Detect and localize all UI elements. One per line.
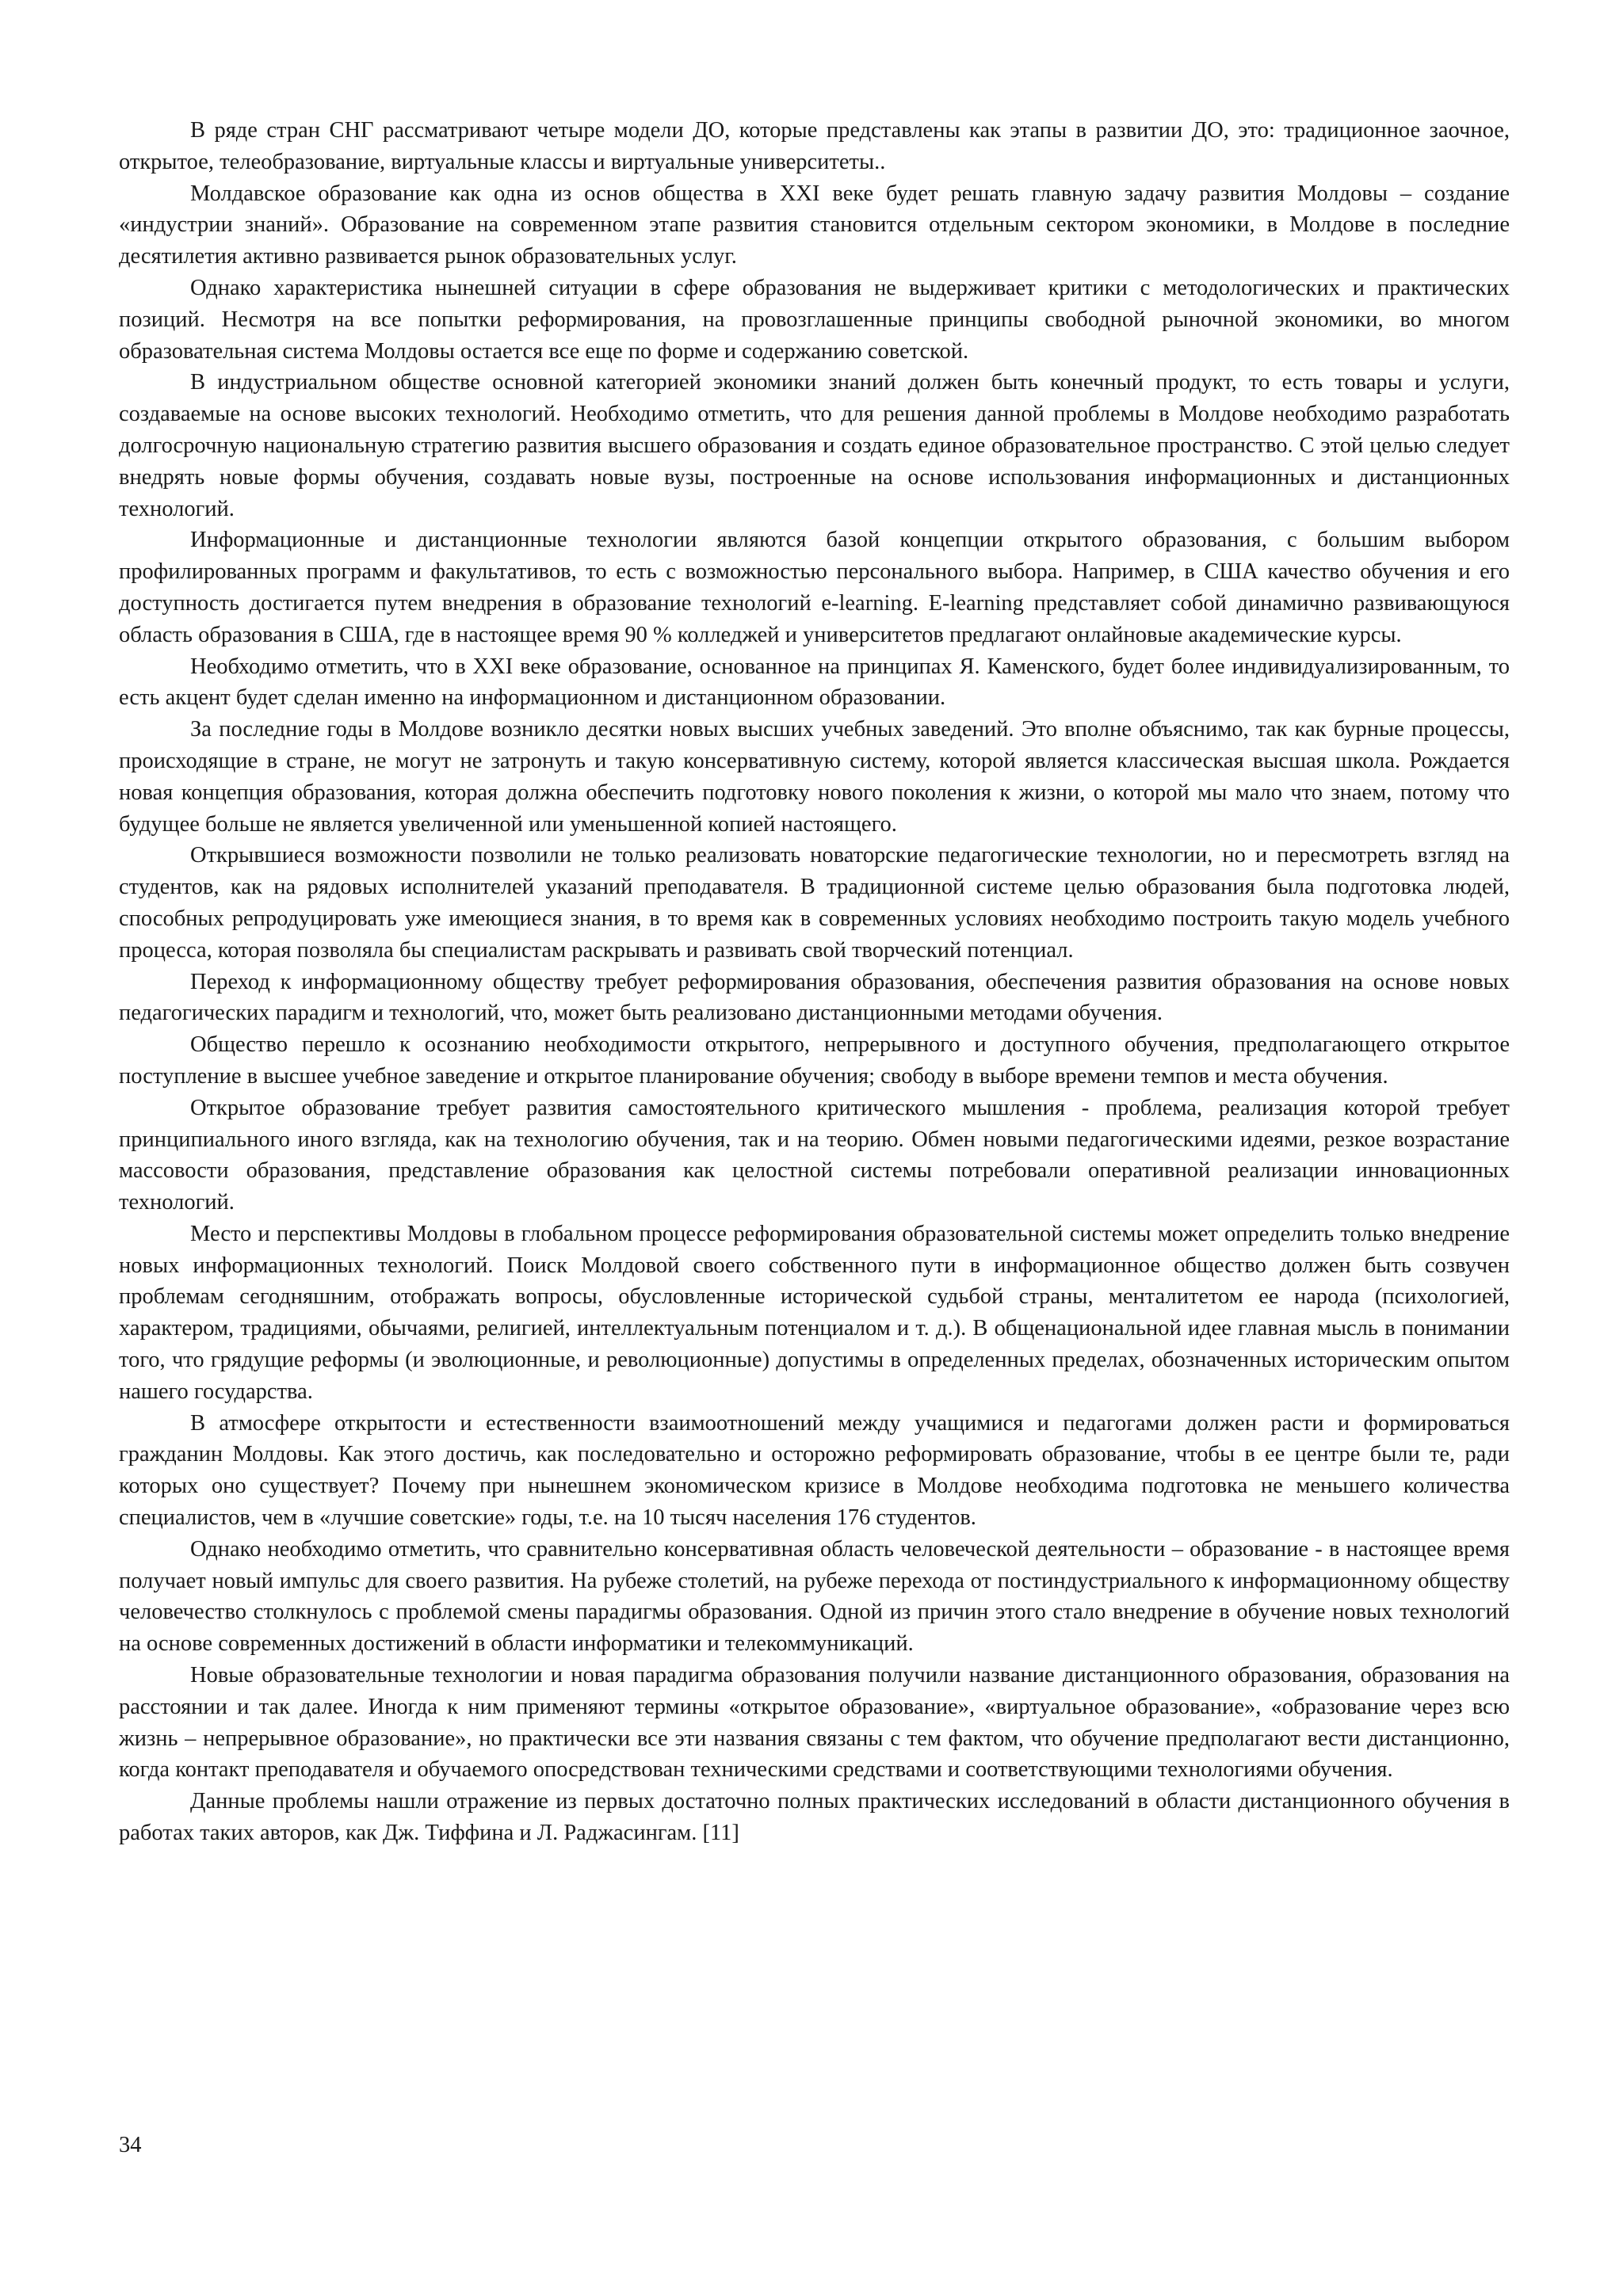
paragraph: Открывшиеся возможности позволили не только реализовать новаторские педагогические технологии, но и пересмотреть взгляд на студентов, как на рядовых исполнителей указаний преподавателя. В традиционной системе целью образования была подготовка людей, способных репродуцировать уже имеющиеся знания, в то время как в современных условиях необходимо построить такую модель учебного процесса, которая позволяла бы специалистам раскрывать и развивать свой творческий потенциал. — [119, 843, 1510, 963]
paragraph: Однако характеристика нынешней ситуации в сфере образования не выдерживает критики с методологических и практических позиций. Несмотря на все попытки реформирования, на провозглашенные принципы свободной рыночной экономики, во многом образовательная система Молдовы остается все еще по форме и содержанию советской. — [119, 275, 1510, 364]
paragraph: Информационные и дистанционные технологии являются базой концепции открытого образования, с большим выбором профилированных программ и факультативов, то есть с возможностью персонального выбора. Например, в США качество обучения и его доступность достигается путем внедрения в образование технологий e-learning. E-learning представляет собой динамично развивающуюся область образования в США, где в настоящее время 90 % колледжей и университетов предлагают онлайновые академические курсы. — [119, 528, 1510, 647]
paragraph: Общество перешло к осознанию необходимости открытого, непрерывного и доступного обучения, предполагающего открытое поступление в высшее учебное заведение и открытое планирование обучения; свободу в выборе времени темпов и места обучения. — [119, 1032, 1510, 1089]
paragraph: Переход к информационному обществу требует реформирования образования, обеспечения развития образования на основе новых педагогических парадигм и технологий, что, может быть реализовано дистанционными методами обучения. — [119, 969, 1510, 1026]
paragraph: Открытое образование требует развития самостоятельного критического мышления - проблема, реализация которой требует принципиального иного взгляда, как на технологию обучения, так и на теорию. Обмен новыми педагогическими идеями, резкое возрастание массовости образования, представление образования как целостной системы потребовали оперативной реализации инновационных технологий. — [119, 1095, 1510, 1215]
paragraph: В индустриальном обществе основной категорией экономики знаний должен быть конечный продукт, то есть товары и услуги, создаваемые на основе высоких технологий. Необходимо отметить, что для решения данной проблемы в Молдове необходимо разработать долгосрочную национальную стратегию развития высшего образования и создать единое образовательное пространство. С этой целью следует внедрять новые формы обучения, создавать новые вузы, построенные на основе использования информационных и дистанционных технологий. — [119, 370, 1510, 521]
paragraph: В атмосфере открытости и естественности взаимоотношений между учащимися и педагогами должен расти и формироваться гражданин Молдовы. Как этого достичь, как последовательно и осторожно реформировать образование, чтобы в ее центре были те, ради которых оно существует? Почему при нынешнем экономическом кризисе в Молдове необходима подготовка не меньшего количества специалистов, чем в «лучшие советские» годы, т.е. на 10 тысяч населения 176 студентов. — [119, 1410, 1510, 1531]
paragraph: Необходимо отметить, что в XXI веке образование, основанное на принципах Я. Каменского, будет более индивидуализированным, то есть акцент будет сделан именно на информационном и дистанционном образовании. — [119, 654, 1510, 711]
paragraph: Молдавское образование как одна из основ общества в XXI веке будет решать главную задачу развития Молдовы – создание «индустрии знаний». Образование на современном этапе развития становится отдельным сектором экономики, в Молдове в последние десятилетия активно развивается рынок образовательных услуг. — [119, 181, 1510, 269]
page-number: 34 — [119, 2133, 142, 2157]
paragraph: Место и перспективы Молдовы в глобальном процессе реформирования образовательной системы может определить только внедрение новых информационных технологий. Поиск Молдовой своего собственного пути в информационное общество должен быть созвучен проблемам сегодняшним, отображать вопросы, обусловленные исторической судьбой страны, менталитетом ее народа (психологией, характером, традициями, обычаями, религией, интеллектуальным потенциалом и т. д.). В общенациональной идее главная мысль в понимании того, что грядущие реформы (и эволюционные, и революционные) допустимы в определенных пределах, обозначенных историческим опытом нашего государства. — [119, 1221, 1510, 1404]
paragraph: Однако необходимо отметить, что сравнительно консервативная область человеческой деятельности – образование - в настоящее время получает новый импульс для своего развития. На рубеже столетий, на рубеже перехода от постиндустриального к информационному обществу человечество столкнулось с проблемой смены парадигмы образования. Одной из причин этого стало внедрение в обучение новых технологий на основе современных достижений в области информатики и телекоммуникаций. — [119, 1536, 1510, 1657]
paragraph: Новые образовательные технологии и новая парадигма образования получили название дистанционного образования, образования на расстоянии и так далее. Иногда к ним применяют термины «открытое образование», «виртуальное образование», «образование через всю жизнь – непрерывное образование», но практически все эти названия связаны с тем фактом, что обучение предполагают вести дистанционно, когда контакт преподавателя и обучаемого опосредствован техническими средствами и соответствующими технологиями обучения. — [119, 1663, 1510, 1783]
document-body — [119, 115, 1510, 1849]
paragraph: В ряде стран СНГ рассматривают четыре модели ДО, которые представлены как этапы в развитии ДО, это: традиционное заочное, открытое, телеобразование, виртуальные классы и виртуальные университеты.. — [119, 118, 1510, 174]
paragraph: За последние годы в Молдове возникло десятки новых высших учебных заведений. Это вполне объяснимо, так как бурные процессы, происходящие в стране, не могут не затронуть и такую консервативную систему, которой является классическая высшая школа. Рождается новая концепция образования, которая должна обеспечить подготовку нового поколения к жизни, о которой мы мало что знаем, потому что будущее больше не является увеличенной или уменьшенной копией настоящего. — [119, 717, 1510, 837]
paragraph: Данные проблемы нашли отражение из первых достаточно полных практических исследований в области дистанционного обучения в работах таких авторов, как Дж. Тиффина и Л. Раджасингам. [11] — [119, 1789, 1510, 1846]
